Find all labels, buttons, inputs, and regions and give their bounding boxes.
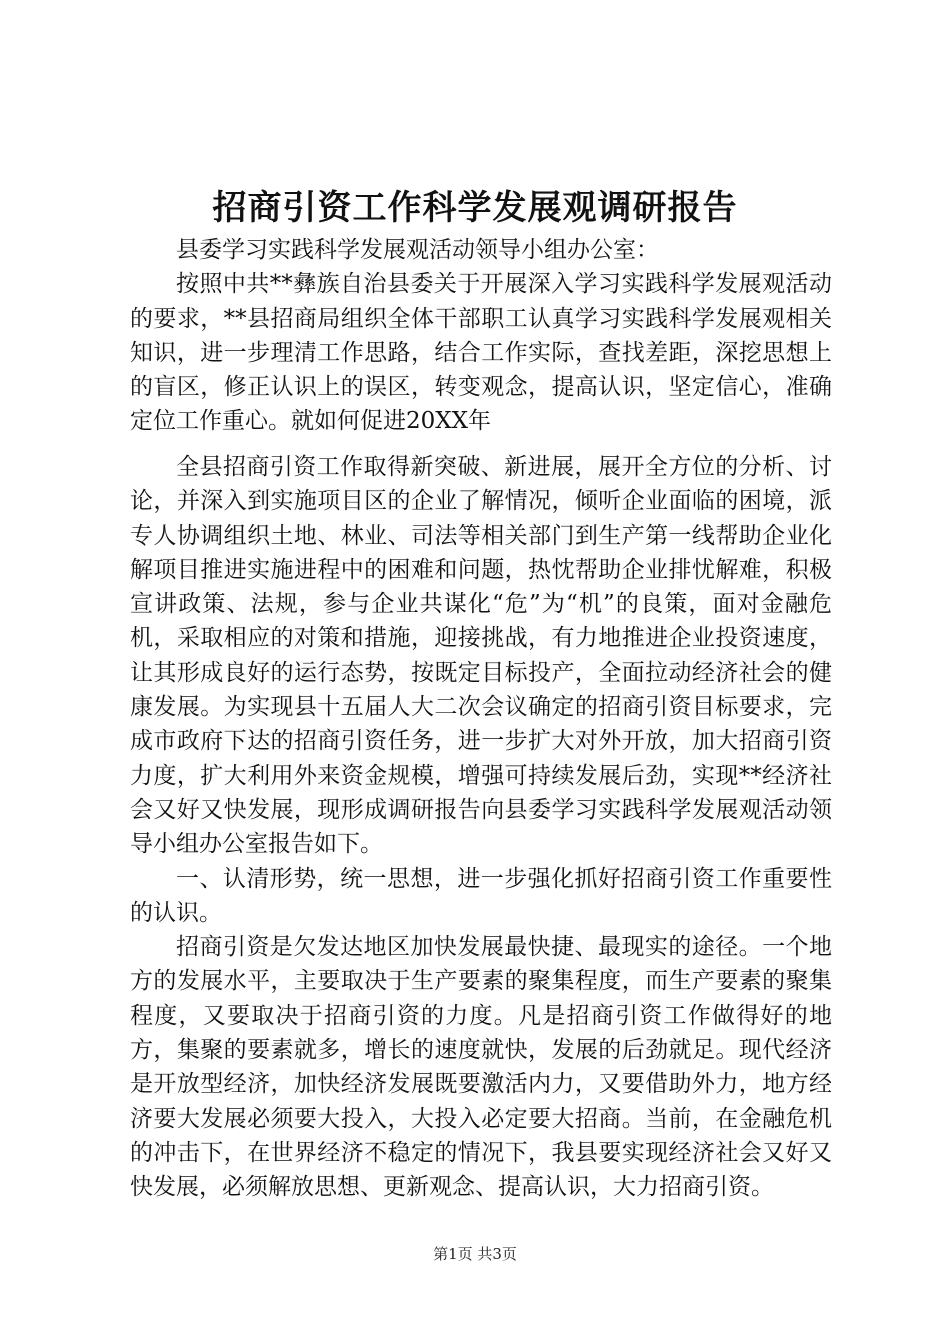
body-section-2 (130, 450, 832, 1205)
intro-paragraph: 按照中共**彝族自治县委关于开展深入学习实践科学发展观活动的要求，**县招商局组织全体干部职工认真学习实践科学发展观相关知识，进一步理清工作思路，结合工作实际，查找差距，深挖思想上的盲区，修正认识上的误区，转变观念，提高认识，坚定信心，准确定位工作重心。就如何促进20XX年 (130, 271, 832, 435)
body-paragraph: 全县招商引资工作取得新突破、新进展，展开全方位的分析、讨论，并深入到实施项目区的企业了解情况，倾听企业面临的困境，派专人协调组织土地、林业、司法等相关部门到生产第一线帮助企业化解项目推进实施进程中的困难和问题，热忱帮助企业排忧解难，积极宣讲政策、法规，参与企业共谋化“危”为“机”的良策，面对金融危机，采取相应的对策和措施，迎接挑战，有力地推进企业投资速度，让其形成良好的运行态势，按既定目标投产，全面拉动经济社会的健康发展。为实现县十五届人大二次会议确定的招商引资目标要求，完成市政府下达的招商引资任务，进一步扩大对外开放，加大招商引资力度，扩大利用外来资金规模，增强可持续发展后劲，实现**经济社会又好又快发展，现形成调研报告向县委学习实践科学发展观活动领导小组办公室报告如下。 (130, 454, 832, 858)
section-heading-paragraph: 一、认清形势，统一思想，进一步强化抓好招商引资工作重要性的认识。 (130, 865, 832, 926)
salutation-paragraph: 县委学习实践科学发展观活动领导小组办公室： (176, 237, 659, 263)
page-footer: 第1页 共3页 (433, 1245, 517, 1263)
body-paragraph: 招商引资是欠发达地区加快发展最快捷、最现实的途径。一个地方的发展水平，主要取决于生产要素的聚集程度，而生产要素的聚集程度，又要取决于招商引资的力度。凡是招商引资工作做得好的地方，集聚的要素就多，增长的速度就快，发展的后劲就足。现代经济是开放型经济，加快经济发展既要激活内力，又要借助外力，地方经济要大发展必须要大投入，大投入必定要大招商。当前，在金融危机的冲击下，在世界经济不稳定的情况下，我县要实现经济社会又好又快发展，必须解放思想、更新观念、提高认识，大力招商引资。 (130, 934, 832, 1201)
document-title: 招商引资工作科学发展观调研报告 (212, 188, 738, 228)
body-section-1 (130, 233, 832, 439)
